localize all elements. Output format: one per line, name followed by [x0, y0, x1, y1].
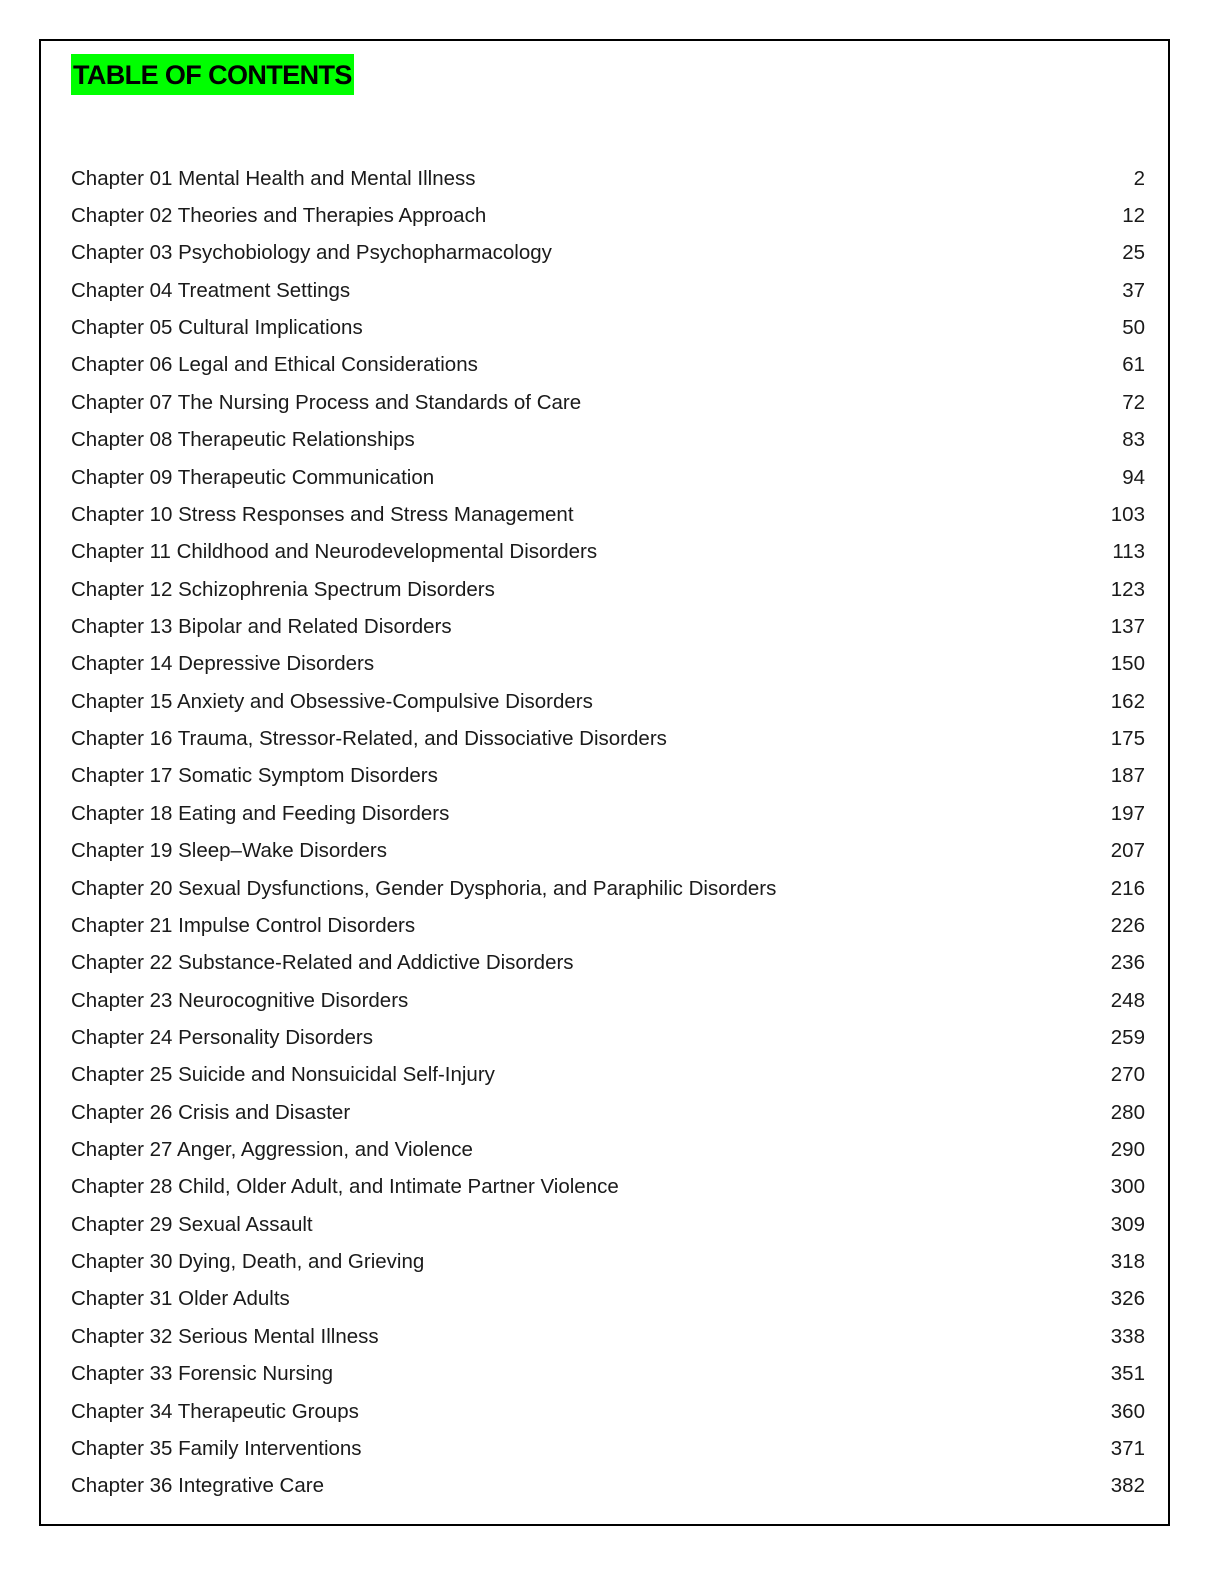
- toc-entry[interactable]: [71, 459, 1145, 496]
- toc-entry-page-number: 207: [1110, 839, 1145, 863]
- toc-entry-title: Chapter 13 Bipolar and Related Disorders: [71, 614, 452, 638]
- toc-entry[interactable]: [71, 982, 1145, 1019]
- toc-entry-title: Chapter 34 Therapeutic Groups: [71, 1399, 359, 1423]
- toc-entry-page-number: 280: [1110, 1100, 1145, 1124]
- toc-entry[interactable]: [71, 422, 1145, 459]
- toc-entry[interactable]: [71, 1430, 1145, 1467]
- toc-entry[interactable]: [71, 832, 1145, 869]
- toc-entry-page-number: 236: [1110, 951, 1145, 975]
- toc-entry-title: Chapter 28 Child, Older Adult, and Intimate Partner Violence: [71, 1175, 619, 1199]
- toc-entry-page-number: 248: [1110, 988, 1145, 1012]
- toc-entry[interactable]: [71, 1094, 1145, 1131]
- toc-entry-title: Chapter 04 Treatment Settings: [71, 278, 351, 302]
- toc-entry-page-number: 371: [1110, 1436, 1145, 1460]
- toc-entry-title: Chapter 25 Suicide and Nonsuicidal Self-Injury: [71, 1063, 495, 1087]
- toc-entry-title: Chapter 23 Neurocognitive Disorders: [71, 988, 409, 1012]
- toc-entry-title: Chapter 08 Therapeutic Relationships: [71, 428, 415, 452]
- toc-entry[interactable]: [71, 683, 1145, 720]
- toc-entry-page-number: 123: [1110, 577, 1145, 601]
- toc-entry-title: Chapter 32 Serious Mental Illness: [71, 1324, 379, 1348]
- toc-entry-title: Chapter 03 Psychobiology and Psychopharmacology: [71, 241, 552, 265]
- toc-entry[interactable]: [71, 309, 1145, 346]
- toc-entry[interactable]: [71, 1057, 1145, 1094]
- toc-entry-title: Chapter 29 Sexual Assault: [71, 1212, 313, 1236]
- toc-entry-page-number: 351: [1110, 1362, 1145, 1386]
- toc-entry-page-number: 187: [1110, 764, 1145, 788]
- toc-entry-title: Chapter 06 Legal and Ethical Considerations: [71, 353, 478, 377]
- toc-entry[interactable]: [71, 1318, 1145, 1355]
- toc-entry-title: Chapter 01 Mental Health and Mental Illness: [71, 166, 476, 190]
- toc-entry-title: Chapter 24 Personality Disorders: [71, 1025, 373, 1049]
- toc-entry-page-number: 259: [1110, 1025, 1145, 1049]
- toc-entry-page-number: 94: [1122, 465, 1145, 489]
- toc-entry-title: Chapter 16 Trauma, Stressor-Related, and Dissociative Disorders: [71, 727, 667, 751]
- toc-entry-title: Chapter 02 Theories and Therapies Approach: [71, 204, 487, 228]
- toc-entry-title: Chapter 20 Sexual Dysfunctions, Gender Dysphoria, and Paraphilic Disorders: [71, 876, 777, 900]
- toc-entry-page-number: 382: [1110, 1474, 1145, 1498]
- toc-entry-page-number: 50: [1122, 316, 1145, 340]
- toc-entry-page-number: 309: [1110, 1212, 1145, 1236]
- toc-entry[interactable]: [71, 534, 1145, 571]
- toc-entry[interactable]: [71, 1281, 1145, 1318]
- toc-entry-page-number: 61: [1122, 353, 1145, 377]
- toc-entry-title: Chapter 17 Somatic Symptom Disorders: [71, 764, 438, 788]
- toc-entry-title: Chapter 30 Dying, Death, and Grieving: [71, 1250, 425, 1274]
- toc-entry-title: Chapter 21 Impulse Control Disorders: [71, 913, 416, 937]
- toc-entry-page-number: 103: [1110, 502, 1145, 526]
- toc-entry-page-number: 197: [1110, 801, 1145, 825]
- toc-entry-page-number: 113: [1112, 540, 1145, 564]
- toc-entry[interactable]: [71, 235, 1145, 272]
- toc-entry[interactable]: [71, 907, 1145, 944]
- toc-entry-title: Chapter 22 Substance-Related and Addictive Disorders: [71, 951, 574, 975]
- toc-entry-page-number: 83: [1122, 428, 1145, 452]
- toc-entry[interactable]: [71, 197, 1145, 234]
- toc-entry[interactable]: [71, 1468, 1145, 1505]
- toc-entry-page-number: 360: [1110, 1399, 1145, 1423]
- toc-title: TABLE OF CONTENTS: [71, 54, 354, 95]
- toc-entry[interactable]: [71, 720, 1145, 757]
- toc-entry-page-number: 162: [1110, 689, 1145, 713]
- toc-entry-page-number: 338: [1110, 1324, 1145, 1348]
- toc-entry[interactable]: [71, 384, 1145, 421]
- toc-entry-title: Chapter 07 The Nursing Process and Standards of Care: [71, 390, 582, 414]
- toc-entry[interactable]: [71, 571, 1145, 608]
- toc-entry[interactable]: [71, 1393, 1145, 1430]
- toc-entry-page-number: 12: [1122, 204, 1145, 228]
- toc-entry-title: Chapter 10 Stress Responses and Stress Management: [71, 502, 574, 526]
- toc-entry-page-number: 216: [1110, 876, 1145, 900]
- toc-entry-title: Chapter 09 Therapeutic Communication: [71, 465, 435, 489]
- toc-entry[interactable]: [71, 795, 1145, 832]
- toc-entry-page-number: 37: [1122, 278, 1145, 302]
- toc-entry[interactable]: [71, 496, 1145, 533]
- toc-entry-title: Chapter 15 Anxiety and Obsessive-Compulsive Disorders: [71, 689, 593, 713]
- toc-entry-page-number: 300: [1110, 1175, 1145, 1199]
- toc-entry-page-number: 175: [1110, 727, 1145, 751]
- toc-entry[interactable]: [71, 758, 1145, 795]
- toc-entry-title: Chapter 05 Cultural Implications: [71, 316, 363, 340]
- toc-entry[interactable]: [71, 945, 1145, 982]
- toc-entry-page-number: 2: [1133, 166, 1145, 190]
- toc-entry-page-number: 226: [1110, 913, 1145, 937]
- toc-entry-title: Chapter 35 Family Interventions: [71, 1436, 362, 1460]
- toc-entry-page-number: 290: [1110, 1138, 1145, 1162]
- toc-entry[interactable]: [71, 347, 1145, 384]
- toc-entry[interactable]: [71, 1019, 1145, 1056]
- toc-entry[interactable]: [71, 272, 1145, 309]
- toc-entry-page-number: 270: [1110, 1063, 1145, 1087]
- toc-entry-page-number: 72: [1122, 390, 1145, 414]
- toc-entry[interactable]: [71, 870, 1145, 907]
- toc-entry-page-number: 137: [1110, 614, 1145, 638]
- toc-entry[interactable]: [71, 608, 1145, 645]
- toc-entry[interactable]: [71, 1356, 1145, 1393]
- toc-entry[interactable]: [71, 1243, 1145, 1280]
- toc-entry-title: Chapter 36 Integrative Care: [71, 1474, 324, 1498]
- toc-entry[interactable]: [71, 160, 1145, 197]
- toc-entry-page-number: 25: [1122, 241, 1145, 265]
- toc-entry[interactable]: [71, 1131, 1145, 1168]
- toc-entry[interactable]: [71, 646, 1145, 683]
- toc-entry-title: Chapter 19 Sleep–Wake Disorders: [71, 839, 388, 863]
- toc-entry-title: Chapter 33 Forensic Nursing: [71, 1362, 334, 1386]
- toc-entry[interactable]: [71, 1206, 1145, 1243]
- toc-entry-title: Chapter 27 Anger, Aggression, and Violence: [71, 1138, 473, 1162]
- toc-entry-title: Chapter 18 Eating and Feeding Disorders: [71, 801, 450, 825]
- toc-entry-title: Chapter 14 Depressive Disorders: [71, 652, 375, 676]
- toc-entry-page-number: 326: [1110, 1287, 1145, 1311]
- toc-entry-page-number: 318: [1110, 1250, 1145, 1274]
- toc-entry-title: Chapter 11 Childhood and Neurodevelopmental Disorders: [71, 540, 598, 564]
- toc-entry[interactable]: [71, 1169, 1145, 1206]
- toc-entry-title: Chapter 12 Schizophrenia Spectrum Disorders: [71, 577, 495, 601]
- toc-entry-title: Chapter 26 Crisis and Disaster: [71, 1100, 351, 1124]
- toc-list: [71, 160, 1145, 1505]
- toc-entry-title: Chapter 31 Older Adults: [71, 1287, 290, 1311]
- toc-entry-page-number: 150: [1110, 652, 1145, 676]
